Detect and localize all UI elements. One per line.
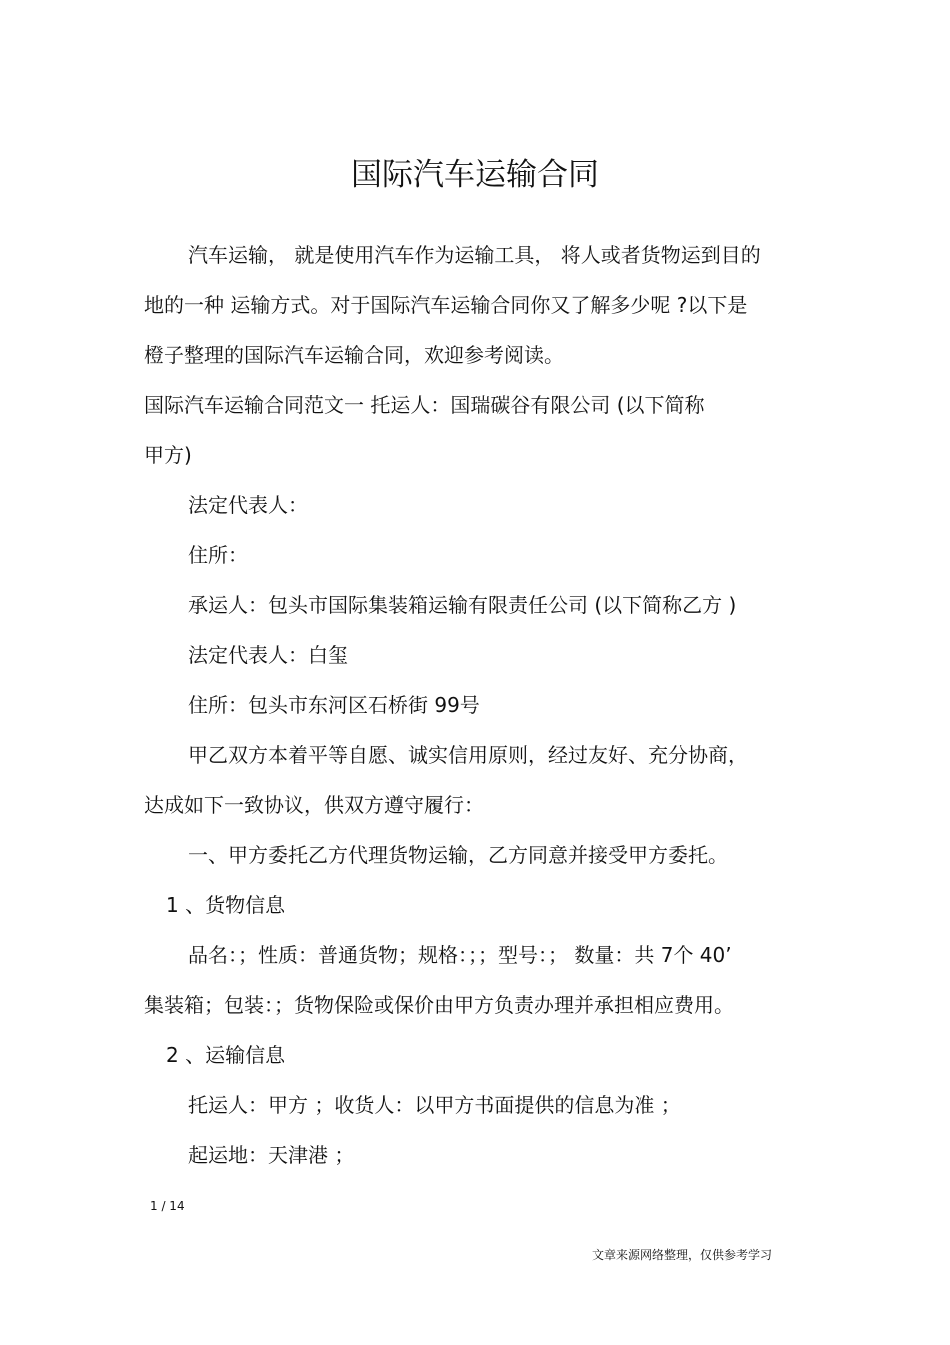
paragraph-line: 一、甲方委托乙方代理货物运输，乙方同意并接受甲方委托。 <box>188 843 728 867</box>
page-indicator: 1 / 14 <box>150 1199 185 1213</box>
paragraph-line: 住所：包头市东河区石桥街 99号 <box>188 693 480 717</box>
paragraph-line: 托运人：甲方 ；收货人：以甲方书面提供的信息为准 ； <box>188 1093 681 1117</box>
paragraph-line: 承运人：包头市国际集装箱运输有限责任公司 (以下简称乙方 ) <box>188 593 737 617</box>
paragraph-line: 地的一种 运输方式。对于国际汽车运输合同你又了解多少呢 ?以下是 <box>144 293 748 317</box>
source-note: 文章来源网络整理，仅供参考学习 <box>592 1248 773 1262</box>
paragraph-line: 法定代表人： <box>188 493 308 517</box>
document-title: 国际汽车运输合同 <box>351 157 599 193</box>
section-heading: 1 、货物信息 <box>166 893 286 917</box>
paragraph-line: 起运地：天津港 ； <box>188 1143 355 1167</box>
paragraph-line: 住所： <box>188 543 248 567</box>
paragraph-line: 橙子整理的国际汽车运输合同，欢迎参考阅读。 <box>144 343 564 367</box>
paragraph-line: 汽车运输， 就是使用汽车作为运输工具， 将人或者货物运到目的 <box>188 243 761 267</box>
paragraph-line: 达成如下一致协议，供双方遵守履行： <box>144 793 484 817</box>
paragraph-line: 甲方) <box>144 443 192 467</box>
paragraph-line: 甲乙双方本着平等自愿、诚实信用原则，经过友好、充分协商， <box>188 743 748 767</box>
paragraph-line: 国际汽车运输合同范文一 托运人：国瑞碳谷有限公司 (以下简称 <box>144 393 705 417</box>
paragraph-line: 品名：；性质：普通货物；规格：；；型号：； 数量：共 7个 40’ <box>188 943 732 967</box>
paragraph-line: 集装箱；包装：；货物保险或保价由甲方负责办理并承担相应费用。 <box>144 993 734 1017</box>
section-heading: 2 、运输信息 <box>166 1043 286 1067</box>
paragraph-line: 法定代表人：白玺 <box>188 643 348 667</box>
